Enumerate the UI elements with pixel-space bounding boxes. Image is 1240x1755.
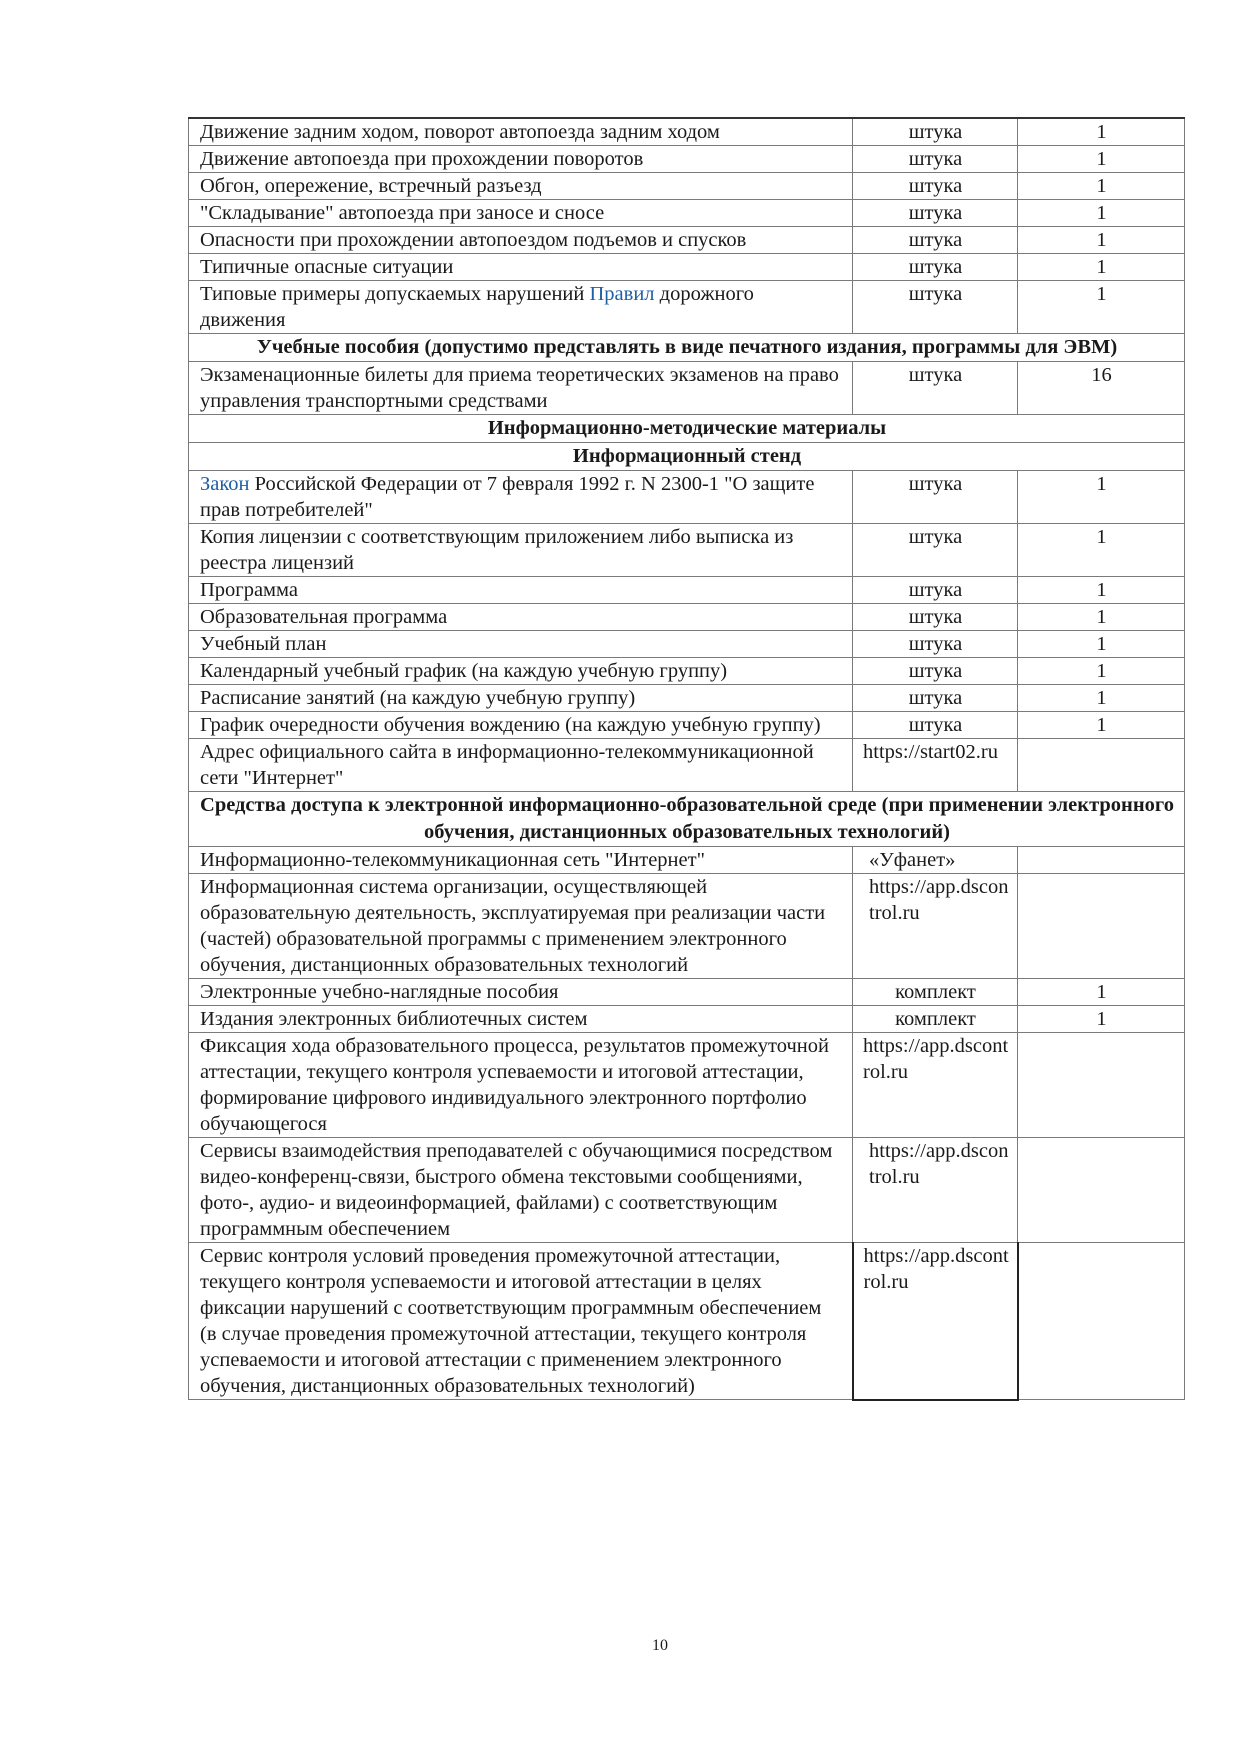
item-name: Программа bbox=[189, 577, 853, 604]
item-quantity: 1 bbox=[1018, 471, 1185, 524]
table-row bbox=[189, 118, 1185, 146]
table-row bbox=[189, 524, 1185, 577]
item-quantity: 1 bbox=[1018, 524, 1185, 577]
table-row bbox=[189, 712, 1185, 739]
table-row bbox=[189, 1006, 1185, 1033]
item-name: Учебный план bbox=[189, 631, 853, 658]
table-row bbox=[189, 362, 1185, 415]
item-unit: штука bbox=[853, 604, 1018, 631]
item-quantity: 1 bbox=[1018, 254, 1185, 281]
official-site-url[interactable]: https://start02.ru bbox=[853, 739, 1018, 792]
item-name-text: Типовые примеры допускаемых нарушений bbox=[200, 283, 590, 305]
table-row bbox=[189, 471, 1185, 524]
table-row bbox=[189, 281, 1185, 334]
table-row bbox=[189, 577, 1185, 604]
item-quantity: 1 bbox=[1018, 685, 1185, 712]
item-unit: штука bbox=[853, 685, 1018, 712]
item-quantity bbox=[1018, 1138, 1185, 1243]
table-row bbox=[189, 146, 1185, 173]
item-unit: штука bbox=[853, 362, 1018, 415]
section-row bbox=[189, 415, 1185, 443]
item-name: Сервис контроля условий проведения промежуточной аттестации, текущего контроля успеваемости и итоговой аттестации в целях фиксации нарушений с соответствующим программным обеспечением (в случае проведения промежуточной аттестации, текущего контроля успеваемости и итоговой аттестации с применением электронного обучения, дистанционных образовательных технологий) bbox=[189, 1243, 853, 1400]
item-name: Движение задним ходом, поворот автопоезда задним ходом bbox=[189, 118, 853, 146]
equipment-table bbox=[188, 117, 1185, 1401]
table-row bbox=[189, 739, 1185, 792]
table-row bbox=[189, 847, 1185, 874]
communication-services-url[interactable]: https://app.dscontrol.ru bbox=[853, 1138, 1018, 1243]
item-name: "Складывание" автопоезда при заносе и сносе bbox=[189, 200, 853, 227]
item-quantity: 1 bbox=[1018, 173, 1185, 200]
item-unit: комплект bbox=[853, 979, 1018, 1006]
item-quantity bbox=[1018, 874, 1185, 979]
item-name: Типичные опасные ситуации bbox=[189, 254, 853, 281]
item-name: Информационная система организации, осуществляющей образовательную деятельность, эксплуатируемая при реализации части (частей) образовательной программы с применением электронного обучения, дистанционных образовательных технологий bbox=[189, 874, 853, 979]
traffic-rules-link[interactable]: Правил bbox=[589, 283, 655, 305]
item-unit: комплект bbox=[853, 1006, 1018, 1033]
item-quantity: 1 bbox=[1018, 1006, 1185, 1033]
item-unit: штука bbox=[853, 631, 1018, 658]
item-unit: штука bbox=[853, 658, 1018, 685]
section-row bbox=[189, 443, 1185, 471]
item-quantity: 1 bbox=[1018, 658, 1185, 685]
table-row bbox=[189, 173, 1185, 200]
section-title-info-stand: Информационный стенд bbox=[189, 443, 1185, 471]
table-row bbox=[189, 1033, 1185, 1138]
item-quantity: 1 bbox=[1018, 631, 1185, 658]
item-quantity: 1 bbox=[1018, 227, 1185, 254]
table-row bbox=[189, 658, 1185, 685]
item-name: Экзаменационные билеты для приема теоретических экзаменов на право управления транспортными средствами bbox=[189, 362, 853, 415]
item-unit: штука bbox=[853, 200, 1018, 227]
table-row bbox=[189, 874, 1185, 979]
item-name-text: дорожного движения bbox=[200, 283, 754, 331]
progress-tracking-url[interactable]: https://app.dscontrol.ru bbox=[853, 1033, 1018, 1138]
table-row bbox=[189, 604, 1185, 631]
item-quantity bbox=[1018, 1243, 1185, 1400]
item-unit: «Уфанет» bbox=[853, 847, 1018, 874]
proctoring-service-url[interactable]: https://app.dscontrol.ru bbox=[853, 1243, 1018, 1400]
info-system-url[interactable]: https://app.dscontrol.ru bbox=[853, 874, 1018, 979]
item-quantity bbox=[1018, 1033, 1185, 1138]
item-unit: штука bbox=[853, 146, 1018, 173]
item-quantity: 1 bbox=[1018, 146, 1185, 173]
item-name: Фиксация хода образовательного процесса, результатов промежуточной аттестации, текущего контроля успеваемости и итоговой аттестации, формирование цифрового индивидуального электронного портфолио обучающегося bbox=[189, 1033, 853, 1138]
table-row bbox=[189, 200, 1185, 227]
item-name-text: Российской Федерации от 7 февраля 1992 г. N 2300-1 "О защите прав потребителей" bbox=[200, 473, 815, 521]
item-name: Электронные учебно-наглядные пособия bbox=[189, 979, 853, 1006]
item-name: Издания электронных библиотечных систем bbox=[189, 1006, 853, 1033]
item-quantity bbox=[1018, 739, 1185, 792]
item-unit: штука bbox=[853, 254, 1018, 281]
table-row bbox=[189, 685, 1185, 712]
section-title-methodical-materials: Информационно-методические материалы bbox=[189, 415, 1185, 443]
item-unit: штука bbox=[853, 712, 1018, 739]
item-quantity: 1 bbox=[1018, 604, 1185, 631]
table-row bbox=[189, 979, 1185, 1006]
item-quantity: 1 bbox=[1018, 577, 1185, 604]
item-name: График очередности обучения вождению (на каждую учебную группу) bbox=[189, 712, 853, 739]
item-unit: штука bbox=[853, 118, 1018, 146]
item-quantity: 1 bbox=[1018, 200, 1185, 227]
item-name: Сервисы взаимодействия преподавателей с обучающимися посредством видео-конференц-связи, быстрого обмена текстовыми сообщениями, фото-, аудио- и видеоинформацией, файлами) с соответствующим программным обеспечением bbox=[189, 1138, 853, 1243]
item-name: Информационно-телекоммуникационная сеть "Интернет" bbox=[189, 847, 853, 874]
page-number: 10 bbox=[652, 1637, 668, 1654]
item-unit: штука bbox=[853, 471, 1018, 524]
item-unit: штука bbox=[853, 577, 1018, 604]
table-row bbox=[189, 227, 1185, 254]
item-name bbox=[189, 281, 853, 334]
item-unit: штука bbox=[853, 281, 1018, 334]
item-name: Опасности при прохождении автопоездом подъемов и спусков bbox=[189, 227, 853, 254]
consumer-law-link[interactable]: Закон bbox=[200, 473, 250, 495]
table-row bbox=[189, 1138, 1185, 1243]
item-name: Копия лицензии с соответствующим приложением либо выписка из реестра лицензий bbox=[189, 524, 853, 577]
item-name: Движение автопоезда при прохождении поворотов bbox=[189, 146, 853, 173]
item-quantity: 16 bbox=[1018, 362, 1185, 415]
table-row bbox=[189, 1243, 1185, 1400]
item-name: Календарный учебный график (на каждую учебную группу) bbox=[189, 658, 853, 685]
item-quantity: 1 bbox=[1018, 979, 1185, 1006]
item-name: Обгон, опережение, встречный разъезд bbox=[189, 173, 853, 200]
item-unit: штука bbox=[853, 524, 1018, 577]
table-row bbox=[189, 254, 1185, 281]
item-name: Адрес официального сайта в информационно-телекоммуникационной сети "Интернет" bbox=[189, 739, 853, 792]
section-title-textbooks: Учебные пособия (допустимо представлять в виде печатного издания, программы для ЭВМ) bbox=[189, 334, 1185, 362]
item-name: Расписание занятий (на каждую учебную группу) bbox=[189, 685, 853, 712]
item-quantity bbox=[1018, 847, 1185, 874]
item-unit: штука bbox=[853, 227, 1018, 254]
item-quantity: 1 bbox=[1018, 281, 1185, 334]
item-name bbox=[189, 471, 853, 524]
item-quantity: 1 bbox=[1018, 118, 1185, 146]
section-row bbox=[189, 792, 1185, 847]
section-row bbox=[189, 334, 1185, 362]
item-unit: штука bbox=[853, 173, 1018, 200]
item-quantity: 1 bbox=[1018, 712, 1185, 739]
table-row bbox=[189, 631, 1185, 658]
section-title-e-learning-access: Средства доступа к электронной информационно-образовательной среде (при применении электронного обучения, дистанционных образовательных технологий) bbox=[189, 792, 1185, 847]
item-name: Образовательная программа bbox=[189, 604, 853, 631]
